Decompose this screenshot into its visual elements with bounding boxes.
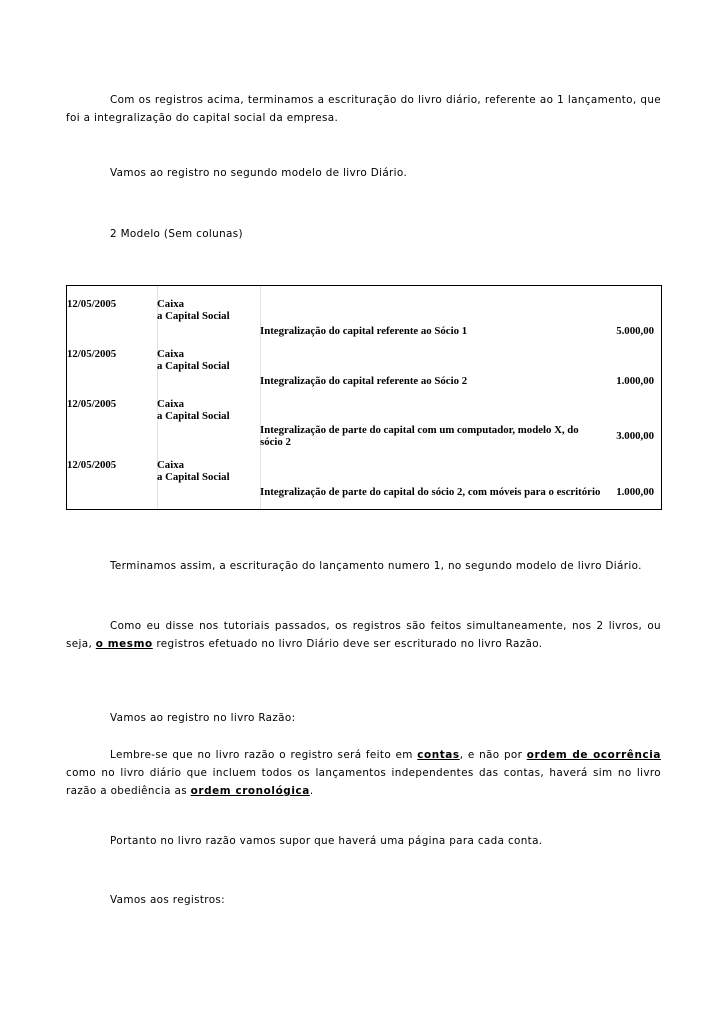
paragraph-intro (66, 91, 661, 127)
entry-history: Integralização de parte do capital com um computador, modelo X, do sócio 2 (260, 424, 579, 448)
emphasis-contas: contas (417, 749, 460, 761)
paragraph-razao: Vamos ao registro no livro Razão: (110, 712, 296, 724)
paragraph-simultaneous (66, 617, 661, 653)
entry-value: 3.000,00 (616, 430, 654, 442)
entry-date: 12/05/2005 (67, 459, 117, 471)
entry-credit-account: a Capital Social (157, 410, 230, 422)
paragraph-finished: Terminamos assim, a escrituração do lançamento numero 1, no segundo modelo de livro Diário. (110, 560, 642, 572)
emphasis-ordem-de-ocorrencia: ordem de ocorrência (526, 749, 661, 761)
entry-date: 12/05/2005 (67, 298, 117, 310)
entry-history: Integralização do capital referente ao Sócio 1 (260, 325, 468, 337)
paragraph-remember-text: , e não por (459, 749, 527, 761)
paragraph-records: Vamos aos registros: (110, 894, 226, 906)
model-title: 2 Modelo (Sem colunas) (110, 228, 243, 240)
paragraph-remember (66, 746, 661, 800)
entry-value: 1.000,00 (616, 486, 654, 498)
journal-table (66, 285, 662, 510)
entry-debit-account: Caixa (157, 348, 184, 360)
paragraph-remember-text: Lembre-se que no livro razão o registro será feito em (110, 749, 418, 761)
entry-debit-account: Caixa (157, 298, 184, 310)
column-divider (260, 286, 261, 509)
entry-date: 12/05/2005 (67, 348, 117, 360)
entry-date: 12/05/2005 (67, 398, 117, 410)
emphasis-ordem-cronologica: ordem cronológica (190, 785, 310, 797)
paragraph-second-model: Vamos ao registro no segundo modelo de livro Diário. (110, 167, 408, 179)
emphasis-o-mesmo: o mesmo (95, 638, 153, 650)
entry-debit-account: Caixa (157, 459, 184, 471)
paragraph-page-per-account: Portanto no livro razão vamos supor que haverá uma página para cada conta. (110, 835, 543, 847)
entry-credit-account: a Capital Social (157, 310, 230, 322)
entry-credit-account: a Capital Social (157, 471, 230, 483)
paragraph-intro-text: Com os registros acima, terminamos a escrituração do livro diário, referente ao 1 lançamento, que foi a integralização do capital social da empresa. (66, 94, 661, 124)
entry-credit-account: a Capital Social (157, 360, 230, 372)
paragraph-simultaneous-rest: registros efetuado no livro Diário deve ser escriturado no livro Razão. (152, 638, 543, 650)
paragraph-simultaneous-text: Como eu disse nos tutoriais passados, os registros são feitos simultaneamente, nos 2 livros, ou seja, (66, 620, 661, 650)
entry-history: Integralização de parte do capital do sócio 2, com móveis para o escritório (260, 486, 601, 498)
entry-history: Integralização do capital referente ao Sócio 2 (260, 375, 468, 387)
paragraph-remember-text: . (309, 785, 314, 797)
paragraph-remember-text: como no livro diário que incluem todos os lançamentos independentes das contas, haverá sim no livro razão a obediência as (66, 767, 661, 797)
entry-value: 5.000,00 (616, 325, 654, 337)
entry-debit-account: Caixa (157, 398, 184, 410)
entry-value: 1.000,00 (616, 375, 654, 387)
